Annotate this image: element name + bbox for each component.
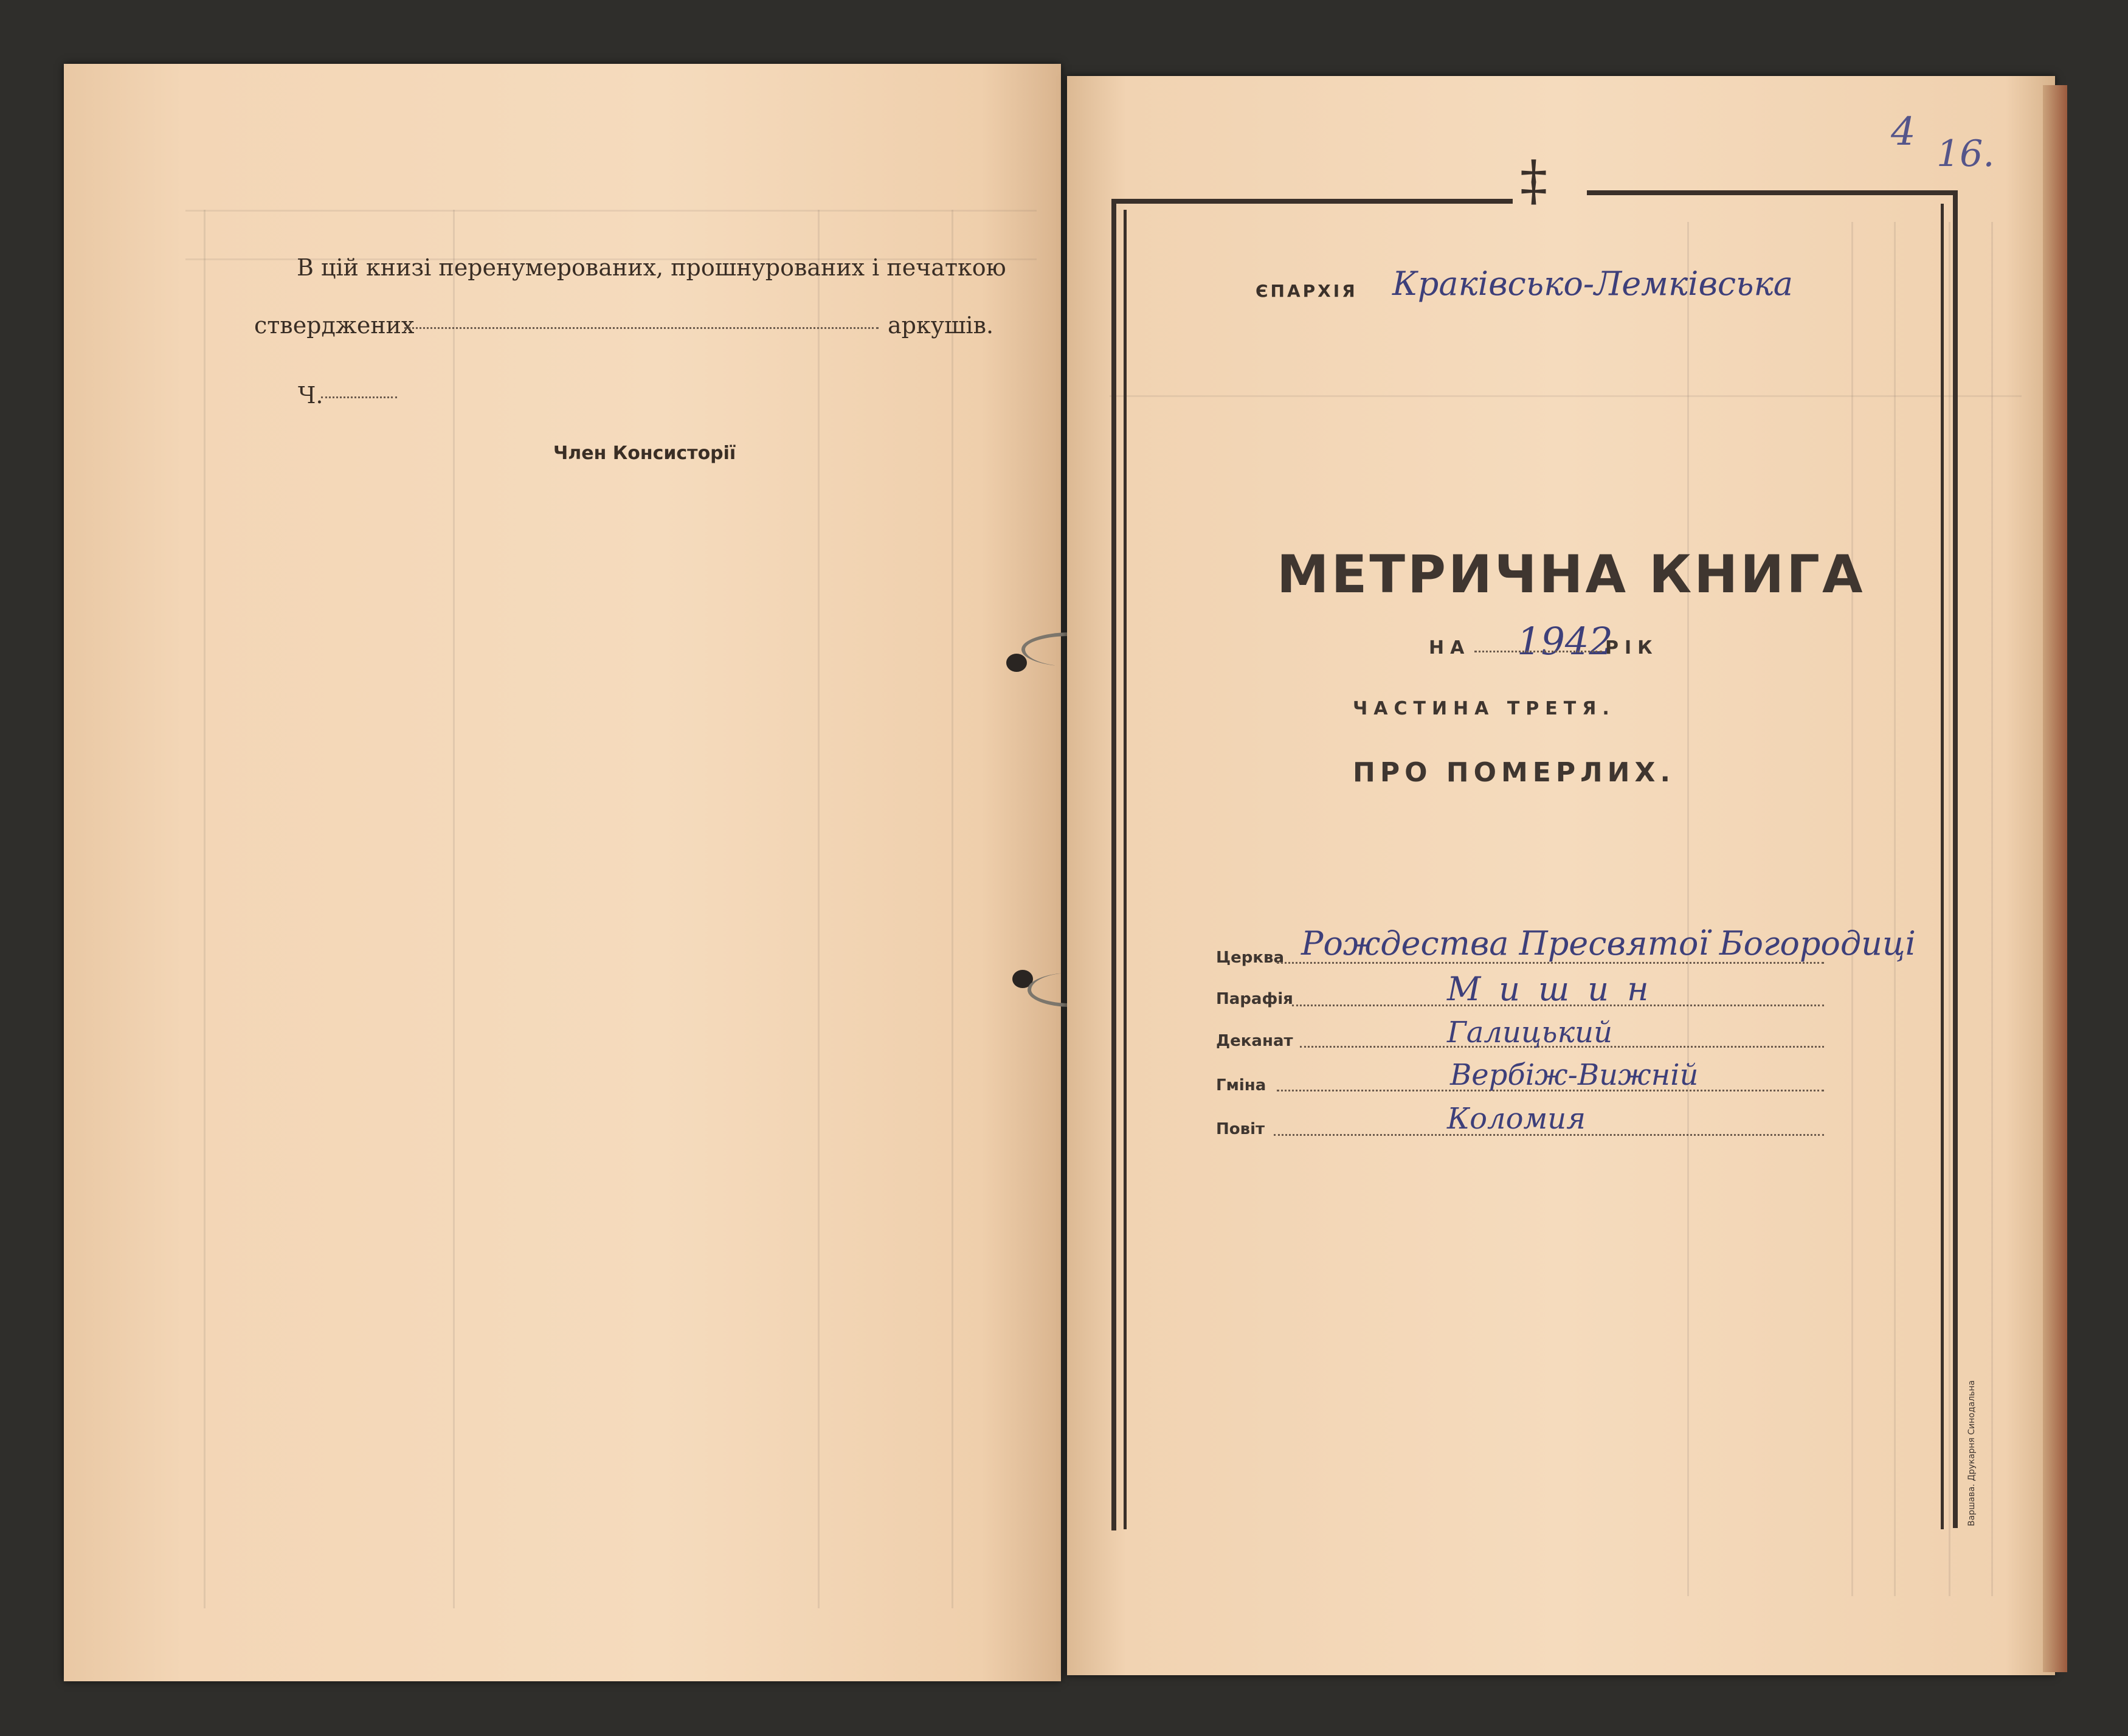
parish-label: Парафія [1216, 990, 1293, 1008]
year-suffix: РІК [1605, 637, 1659, 659]
printer-imprint: Варшава. Друкарня Синодальна [1967, 1380, 1977, 1526]
frame-top-left [1111, 199, 1513, 204]
ghost-rule [1991, 222, 1993, 1596]
frame-top-right [1587, 190, 1958, 195]
certification-line-2-start: стверджених [254, 312, 415, 339]
sheet-count-line [404, 327, 879, 329]
year-line [1474, 651, 1602, 652]
ghost-rule [1687, 222, 1689, 1596]
ghost-rule [952, 210, 953, 1608]
part-heading: ЧАСТИНА ТРЕТЯ. [1353, 698, 1615, 719]
folio-number: 4 [1891, 109, 1916, 154]
number-label: Ч. [298, 382, 323, 409]
ghost-rule [1110, 395, 2022, 397]
ghost-rule [204, 210, 206, 1608]
book-title: МЕТРИЧНА КНИГА [1277, 544, 1865, 605]
frame-left-inner [1124, 210, 1127, 1529]
subject-heading: ПРО ПОМЕРЛИХ. [1353, 757, 1676, 788]
deanery-value: Галицький [1447, 1015, 1612, 1050]
county-value: Коломия [1447, 1102, 1586, 1136]
church-label: Церква [1216, 949, 1285, 967]
ghost-rule [1894, 222, 1896, 1596]
ghost-rule [185, 210, 1037, 212]
year-prefix: НА [1429, 637, 1471, 659]
county-label: Повіт [1216, 1120, 1265, 1138]
commune-label: Гміна [1216, 1076, 1266, 1095]
certification-line-2-end: аркушів. [888, 312, 994, 339]
right-page [1067, 76, 2055, 1675]
frame-left-outer [1111, 199, 1116, 1530]
orthodox-cross-icon: ‡ [1520, 149, 1547, 213]
ghost-rule [453, 210, 455, 1608]
ghost-rule [1949, 222, 1950, 1596]
page-edge [2043, 85, 2067, 1672]
binding-hole [1006, 654, 1027, 672]
deanery-label: Деканат [1216, 1032, 1293, 1050]
commune-value: Вербіж-Вижній [1450, 1058, 1699, 1092]
frame-right-outer [1953, 190, 1958, 1528]
frame-right-inner [1941, 204, 1944, 1529]
folio-number-alt: 16. [1936, 133, 1995, 175]
church-value: Рождества Пресвятої Богородиці [1301, 924, 1916, 963]
eparchy-value: Краківсько-Лемківська [1392, 265, 1793, 303]
ghost-rule [818, 210, 820, 1608]
parish-value: Мишин [1447, 970, 1667, 1008]
eparchy-label: ЄПАРХІЯ [1256, 281, 1358, 301]
number-line [321, 396, 397, 398]
consistory-member-caption: Член Консисторії [553, 443, 736, 464]
certification-line-1: В цій книзі перенумерованих, прошнурованих і печаткою [297, 254, 1006, 281]
ghost-rule [1851, 222, 1853, 1596]
year-value: 1942 [1517, 619, 1613, 663]
left-page [64, 64, 1061, 1681]
